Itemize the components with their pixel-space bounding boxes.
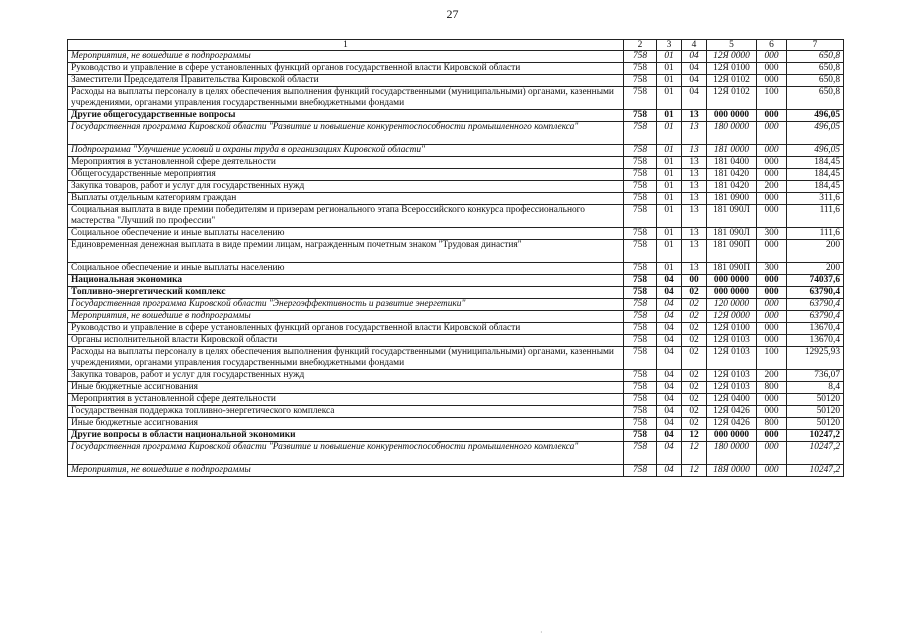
cell-c5: 181 090Л [707, 228, 757, 240]
header-col-3: 3 [657, 40, 682, 51]
cell-c3: 04 [657, 347, 682, 370]
cell-name: Органы исполнительной власти Кировской области [68, 335, 624, 347]
table-body [68, 51, 844, 477]
cell-name: Другие общегосударственные вопросы [68, 110, 624, 122]
cell-name: Руководство и управление в сфере установленных функций органов государственной власти Кировской области [68, 323, 624, 335]
cell-c4: 02 [682, 418, 707, 430]
table-row [68, 299, 844, 311]
cell-c3: 04 [657, 311, 682, 323]
cell-name: Социальное обеспечение и иные выплаты населению [68, 228, 624, 240]
cell-c4: 13 [682, 157, 707, 169]
cell-c5: 000 0000 [707, 430, 757, 442]
cell-c7: 111,6 [787, 228, 844, 240]
cell-c7: 8,4 [787, 382, 844, 394]
table-row [68, 335, 844, 347]
cell-c6: 000 [757, 406, 787, 418]
cell-c3: 04 [657, 442, 682, 465]
table-row [68, 347, 844, 370]
table-row [68, 418, 844, 430]
cell-c4: 13 [682, 122, 707, 145]
cell-c2: 758 [624, 169, 657, 181]
table-row [68, 63, 844, 75]
cell-c3: 04 [657, 323, 682, 335]
cell-c2: 758 [624, 122, 657, 145]
cell-c5: 12Я 0426 [707, 406, 757, 418]
cell-c4: 12 [682, 430, 707, 442]
cell-c5: 181 0420 [707, 169, 757, 181]
cell-name: Государственная программа Кировской области "Энергоэффективность и развитие энергетики" [68, 299, 624, 311]
cell-name: Расходы на выплаты персоналу в целях обеспечения выполнения функций государственными (муниципальными) органами, казенными учреждениями, органами управления государственными внебюджетными фондами [68, 87, 624, 110]
cell-c5: 180 0000 [707, 442, 757, 465]
cell-name: Общегосударственные мероприятия [68, 169, 624, 181]
cell-c2: 758 [624, 323, 657, 335]
table-row [68, 157, 844, 169]
cell-c6: 000 [757, 299, 787, 311]
cell-c4: 02 [682, 287, 707, 299]
cell-c7: 184,45 [787, 157, 844, 169]
cell-name: Государственная программа Кировской области "Развитие и повышение конкурентоспособности промышленного комплекса" [68, 122, 624, 145]
cell-c5: 181 090П [707, 240, 757, 263]
cell-name: Выплаты отдельным категориям граждан [68, 193, 624, 205]
cell-c5: 181 0420 [707, 181, 757, 193]
cell-c3: 01 [657, 205, 682, 228]
cell-c3: 04 [657, 299, 682, 311]
cell-c2: 758 [624, 370, 657, 382]
cell-c7: 13670,4 [787, 335, 844, 347]
cell-c2: 758 [624, 418, 657, 430]
cell-c2: 758 [624, 263, 657, 275]
table-row [68, 122, 844, 145]
cell-c3: 01 [657, 157, 682, 169]
cell-c5: 12Я 0100 [707, 323, 757, 335]
cell-c6: 000 [757, 169, 787, 181]
cell-c6: 200 [757, 181, 787, 193]
cell-c3: 04 [657, 287, 682, 299]
table-row [68, 240, 844, 263]
cell-c3: 04 [657, 335, 682, 347]
page-number: 27 [446, 7, 459, 21]
cell-c7: 496,05 [787, 122, 844, 145]
cell-c2: 758 [624, 465, 657, 477]
cell-c7: 63790,4 [787, 311, 844, 323]
cell-c2: 758 [624, 406, 657, 418]
table-row [68, 87, 844, 110]
cell-c6: 100 [757, 87, 787, 110]
cell-c6: 000 [757, 442, 787, 465]
table-row [68, 110, 844, 122]
cell-c7: 10247,2 [787, 430, 844, 442]
table-row [68, 169, 844, 181]
cell-c7: 50120 [787, 394, 844, 406]
cell-c7: 10247,2 [787, 465, 844, 477]
cell-c7: 184,45 [787, 181, 844, 193]
cell-c7: 13670,4 [787, 323, 844, 335]
table-row [68, 145, 844, 157]
cell-c5: 12Я 0103 [707, 382, 757, 394]
cell-name: Мероприятия, не вошедшие в подпрограммы [68, 51, 624, 63]
cell-c2: 758 [624, 205, 657, 228]
cell-c4: 13 [682, 169, 707, 181]
cell-name: Мероприятия в установленной сфере деятельности [68, 157, 624, 169]
cell-c5: 181 0900 [707, 193, 757, 205]
cell-c5: 181 0000 [707, 145, 757, 157]
cell-c5: 000 0000 [707, 110, 757, 122]
cell-c4: 12 [682, 442, 707, 465]
table-row [68, 311, 844, 323]
table-row [68, 75, 844, 87]
cell-c3: 01 [657, 263, 682, 275]
cell-c6: 000 [757, 51, 787, 63]
cell-c3: 04 [657, 394, 682, 406]
cell-c3: 04 [657, 430, 682, 442]
cell-c3: 01 [657, 169, 682, 181]
cell-c7: 50120 [787, 418, 844, 430]
cell-c7: 650,8 [787, 75, 844, 87]
table-row [68, 181, 844, 193]
cell-name: Мероприятия в установленной сфере деятельности [68, 394, 624, 406]
cell-c2: 758 [624, 75, 657, 87]
cell-c3: 01 [657, 51, 682, 63]
cell-c3: 04 [657, 382, 682, 394]
cell-c3: 01 [657, 228, 682, 240]
cell-c4: 13 [682, 145, 707, 157]
cell-c3: 04 [657, 406, 682, 418]
cell-c6: 300 [757, 263, 787, 275]
cell-c2: 758 [624, 394, 657, 406]
cell-c6: 000 [757, 465, 787, 477]
cell-name: Национальная экономика [68, 275, 624, 287]
cell-name: Другие вопросы в области национальной экономики [68, 430, 624, 442]
table-row [68, 323, 844, 335]
cell-name: Заместители Председателя Правительства Кировской области [68, 75, 624, 87]
table-row [68, 205, 844, 228]
cell-c6: 000 [757, 205, 787, 228]
cell-c2: 758 [624, 275, 657, 287]
cell-c6: 000 [757, 75, 787, 87]
cell-c2: 758 [624, 335, 657, 347]
cell-c7: 496,05 [787, 110, 844, 122]
cell-c2: 758 [624, 87, 657, 110]
cell-c3: 01 [657, 181, 682, 193]
cell-c5: 12Я 0103 [707, 347, 757, 370]
cell-c4: 02 [682, 406, 707, 418]
cell-c4: 02 [682, 370, 707, 382]
cell-c7: 111,6 [787, 205, 844, 228]
cell-c5: 180 0000 [707, 122, 757, 145]
cell-c2: 758 [624, 145, 657, 157]
cell-c7: 650,8 [787, 87, 844, 110]
cell-c7: 736,07 [787, 370, 844, 382]
table-row [68, 287, 844, 299]
cell-c5: 181 090Л [707, 205, 757, 228]
cell-name: Руководство и управление в сфере установленных функций органов государственной власти Кировской области [68, 63, 624, 75]
cell-name: Расходы на выплаты персоналу в целях обеспечения выполнения функций государственными (муниципальными) органами, казенными учреждениями, органами управления государственными внебюджетными фондами [68, 347, 624, 370]
cell-c6: 000 [757, 193, 787, 205]
cell-c2: 758 [624, 51, 657, 63]
cell-c2: 758 [624, 228, 657, 240]
cell-c6: 000 [757, 311, 787, 323]
cell-c5: 12Я 0100 [707, 63, 757, 75]
cell-c4: 04 [682, 63, 707, 75]
cell-c4: 02 [682, 335, 707, 347]
cell-c7: 200 [787, 263, 844, 275]
cell-c5: 12Я 0103 [707, 370, 757, 382]
cell-c6: 100 [757, 347, 787, 370]
cell-c3: 01 [657, 110, 682, 122]
cell-c5: 12Я 0000 [707, 311, 757, 323]
cell-c6: 000 [757, 157, 787, 169]
cell-c7: 650,8 [787, 51, 844, 63]
table-row [68, 275, 844, 287]
cell-c3: 01 [657, 145, 682, 157]
cell-c4: 13 [682, 110, 707, 122]
cell-c3: 04 [657, 370, 682, 382]
cell-c7: 650,8 [787, 63, 844, 75]
cell-c5: 18Я 0000 [707, 465, 757, 477]
cell-c6: 200 [757, 370, 787, 382]
cell-c6: 000 [757, 240, 787, 263]
cell-c7: 311,6 [787, 193, 844, 205]
cell-c6: 000 [757, 63, 787, 75]
table-row [68, 465, 844, 477]
table-row [68, 394, 844, 406]
cell-name: Иные бюджетные ассигнования [68, 382, 624, 394]
cell-c3: 04 [657, 418, 682, 430]
cell-c7: 50120 [787, 406, 844, 418]
cell-name: Подпрограмма "Улучшение условий и охраны труда в организациях Кировской области" [68, 145, 624, 157]
cell-c2: 758 [624, 240, 657, 263]
header-col-5: 5 [707, 40, 757, 51]
cell-c2: 758 [624, 287, 657, 299]
cell-c5: 181 0400 [707, 157, 757, 169]
cell-c7: 63790,4 [787, 299, 844, 311]
cell-name: Иные бюджетные ассигнования [68, 418, 624, 430]
cell-c4: 02 [682, 299, 707, 311]
cell-c7: 496,05 [787, 145, 844, 157]
cell-c2: 758 [624, 442, 657, 465]
cell-c6: 000 [757, 145, 787, 157]
cell-c3: 01 [657, 87, 682, 110]
cell-name: Топливно-энергетический комплекс [68, 287, 624, 299]
cell-c5: 181 090П [707, 263, 757, 275]
cell-name: Социальная выплата в виде премии победителям и призерам регионального этапа Всероссийского конкурса профессионального мастерства "Лучший по профессии" [68, 205, 624, 228]
cell-name: Закупка товаров, работ и услуг для государственных нужд [68, 370, 624, 382]
table-row [68, 51, 844, 63]
cell-c3: 01 [657, 75, 682, 87]
cell-c7: 184,45 [787, 169, 844, 181]
cell-c3: 01 [657, 122, 682, 145]
scan-artifact: · [540, 628, 543, 637]
cell-c6: 000 [757, 335, 787, 347]
cell-c7: 74037,6 [787, 275, 844, 287]
cell-c6: 800 [757, 382, 787, 394]
cell-c5: 000 0000 [707, 275, 757, 287]
cell-c7: 12925,93 [787, 347, 844, 370]
cell-c6: 000 [757, 287, 787, 299]
cell-c4: 13 [682, 205, 707, 228]
cell-c5: 12Я 0103 [707, 335, 757, 347]
cell-c4: 12 [682, 465, 707, 477]
cell-c5: 12Я 0000 [707, 51, 757, 63]
table-row [68, 370, 844, 382]
cell-c2: 758 [624, 430, 657, 442]
cell-name: Мероприятия, не вошедшие в подпрограммы [68, 311, 624, 323]
cell-name: Государственная программа Кировской области "Развитие и повышение конкурентоспособности промышленного комплекса" [68, 442, 624, 465]
cell-name: Закупка товаров, работ и услуг для государственных нужд [68, 181, 624, 193]
cell-c2: 758 [624, 382, 657, 394]
header-col-1: 1 [68, 40, 624, 51]
cell-c5: 12Я 0102 [707, 87, 757, 110]
cell-name: Мероприятия, не вошедшие в подпрограммы [68, 465, 624, 477]
cell-c4: 02 [682, 347, 707, 370]
cell-c3: 01 [657, 63, 682, 75]
cell-c4: 04 [682, 75, 707, 87]
cell-c2: 758 [624, 157, 657, 169]
cell-c4: 13 [682, 263, 707, 275]
table-row [68, 442, 844, 465]
cell-c6: 000 [757, 122, 787, 145]
cell-c4: 13 [682, 181, 707, 193]
cell-c4: 02 [682, 323, 707, 335]
cell-c4: 02 [682, 311, 707, 323]
cell-c4: 02 [682, 394, 707, 406]
table-row [68, 406, 844, 418]
budget-table [67, 39, 844, 477]
table-row [68, 382, 844, 394]
cell-c6: 300 [757, 228, 787, 240]
cell-c2: 758 [624, 299, 657, 311]
header-col-2: 2 [624, 40, 657, 51]
cell-c2: 758 [624, 193, 657, 205]
cell-c6: 000 [757, 275, 787, 287]
cell-c5: 120 0000 [707, 299, 757, 311]
cell-c2: 758 [624, 63, 657, 75]
cell-c5: 000 0000 [707, 287, 757, 299]
cell-c3: 01 [657, 193, 682, 205]
cell-c5: 12Я 0426 [707, 418, 757, 430]
cell-c6: 000 [757, 394, 787, 406]
header-col-7: 7 [787, 40, 844, 51]
cell-c5: 12Я 0102 [707, 75, 757, 87]
cell-name: Государственная поддержка топливно-энергетического комплекса [68, 406, 624, 418]
cell-c2: 758 [624, 110, 657, 122]
table-row [68, 193, 844, 205]
cell-c7: 63790,4 [787, 287, 844, 299]
cell-name: Социальное обеспечение и иные выплаты населению [68, 263, 624, 275]
table-row [68, 430, 844, 442]
cell-c7: 200 [787, 240, 844, 263]
cell-c3: 04 [657, 465, 682, 477]
cell-c4: 00 [682, 275, 707, 287]
cell-c4: 13 [682, 193, 707, 205]
header-col-6: 6 [757, 40, 787, 51]
cell-c4: 04 [682, 87, 707, 110]
table-row [68, 263, 844, 275]
cell-c6: 800 [757, 418, 787, 430]
cell-c5: 12Я 0400 [707, 394, 757, 406]
cell-c2: 758 [624, 181, 657, 193]
cell-c3: 04 [657, 275, 682, 287]
cell-c4: 04 [682, 51, 707, 63]
table-header [68, 40, 844, 51]
cell-c4: 13 [682, 240, 707, 263]
header-col-4: 4 [682, 40, 707, 51]
table-row [68, 228, 844, 240]
cell-c2: 758 [624, 347, 657, 370]
cell-c4: 02 [682, 382, 707, 394]
cell-c6: 000 [757, 110, 787, 122]
cell-c7: 10247,2 [787, 442, 844, 465]
cell-name: Единовременная денежная выплата в виде премии лицам, награжденным почетным знаком "Трудовая династия" [68, 240, 624, 263]
cell-c4: 13 [682, 228, 707, 240]
cell-c6: 000 [757, 430, 787, 442]
cell-c3: 01 [657, 240, 682, 263]
cell-c6: 000 [757, 323, 787, 335]
cell-c2: 758 [624, 311, 657, 323]
